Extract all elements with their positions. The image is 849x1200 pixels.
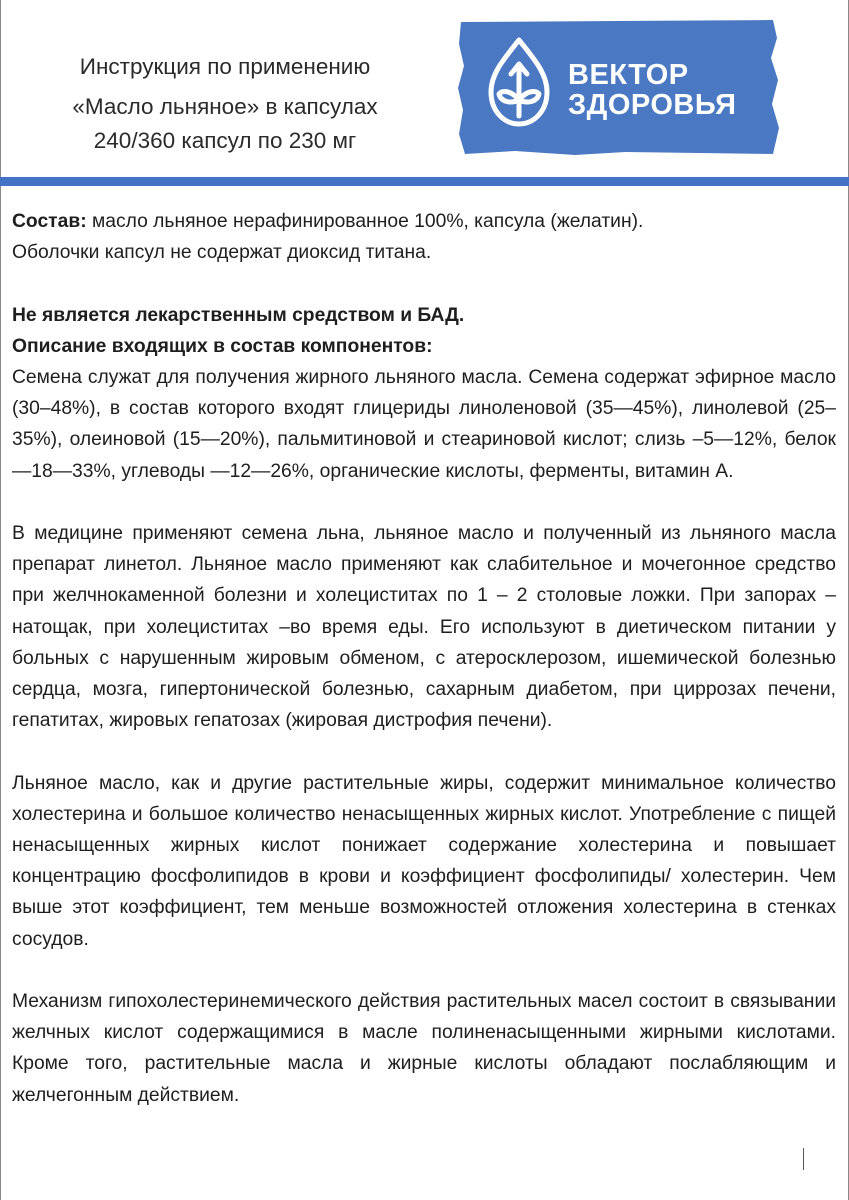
description-heading: Описание входящих в состав компонентов:: [12, 335, 433, 357]
title-line-2: «Масло льняное» в капсулах: [72, 94, 378, 119]
paragraph-mechanism: Механизм гипохолестеринемического действия растительных масел состоит в связывании желчных кислот содержащимися в масле полиненасыщенными жирными кислотами. Кроме того, растительные масла и жирные кислоты обладают послабляющим и желчегонным действием.: [12, 991, 836, 1106]
document-title: [30, 50, 420, 158]
composition-text: масло льняное нерафинированное 100%, капсула (желатин).: [86, 211, 644, 232]
paragraph-seeds: Семена служат для получения жирного льняного масла. Семена содержат эфирное масло (30–48%), в состав которого входят глицериды линоленовой (35—45%), линолевой (25–35%), олеиновой (15—20%), пальмитиновой и стеариновой кислот; слизь –5—12%, белок—18—33%, углеводы —12—26%, органические кислоты, ферменты, витамин А.: [12, 367, 836, 482]
composition-line: [12, 206, 836, 237]
document-body: [12, 206, 836, 1111]
logo-text-line1: ВЕКТОР: [568, 59, 689, 91]
page-marker: [803, 1148, 804, 1170]
title-line-1: Инструкция по применению: [79, 54, 371, 79]
brand-logo: [455, 18, 780, 156]
header-divider: [0, 177, 849, 186]
title-line-3: 240/360 капсул по 230 мг: [93, 128, 357, 153]
logo-text: [568, 60, 736, 120]
paragraph-medicine: В медицине применяют семена льна, льняное масло и полученный из льняного масла препарат линетол. Льняное масло применяют как слабительное и мочегонное средство при желчнокаменной болезни и холециститах по 1 – 2 столовые ложки. При запорах –натощак, при холециститах –во время еды. Его используют в диетическом питании у больных с нарушенным жировым обменом, с атеросклерозом, ишемической болезнью сердца, мозга, гипертонической болезнью, сахарным диабетом, при циррозах печени, гепатитах, жировых гепатозах (жировая дистрофия печени).: [12, 523, 836, 732]
paragraph-cholesterol: Льняное масло, как и другие растительные жиры, содержит минимальное количество холестерина и большое количество ненасыщенных жирных кислот. Употребление с пищей ненасыщенных жирных кислот понижает содержание холестерина и повышает концентрацию фосфолипидов в крови и коэффициент фосфолипиды/ холестерин. Чем выше этот коэффициент, тем меньше возможностей отложения холестерина в стенках сосудов.: [12, 772, 836, 950]
composition-note: Оболочки капсул не содержат диоксид титана.: [12, 242, 432, 264]
logo-text-line2: ЗДОРОВЬЯ: [568, 89, 737, 121]
regulatory-notice: Не является лекарственным средством и БАД.: [12, 304, 465, 326]
composition-label: Состав:: [12, 211, 87, 232]
